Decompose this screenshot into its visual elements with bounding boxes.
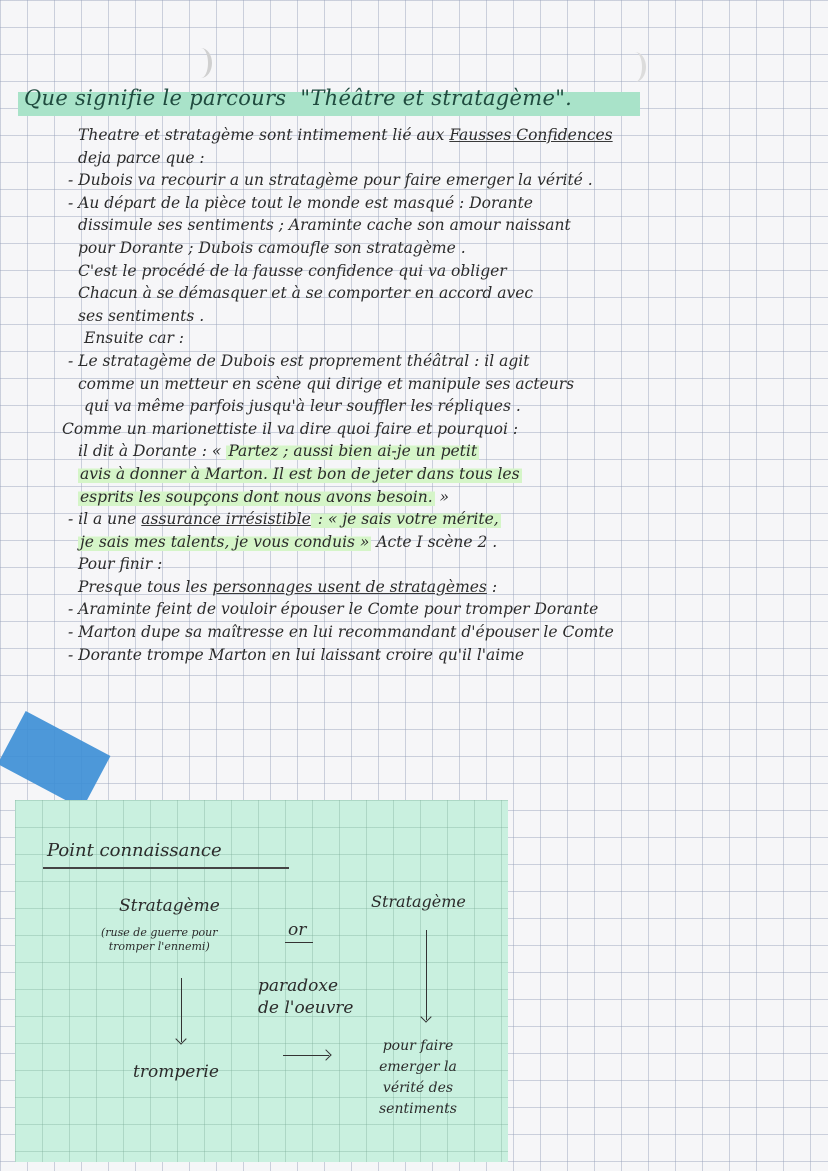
paradoxe-line-2: de l'oeuvre	[258, 998, 354, 1018]
note-line-text: - Dorante trompe Marton en lui laissant croire qu'il l'aime	[68, 645, 525, 664]
note-line-underline: Fausses Confidences	[449, 126, 613, 144]
blue-tape	[0, 711, 110, 809]
or-label: or	[288, 920, 307, 940]
note-line	[68, 282, 818, 305]
note-line-text-after: Acte I scène 2 .	[371, 532, 498, 551]
note-line-text: - Le stratagème de Dubois est proprement théâtral : il agit	[68, 351, 530, 370]
note-line-text: comme un metteur en scène qui dirige et manipule ses acteurs	[78, 374, 575, 393]
note-line	[68, 327, 818, 350]
note-line	[68, 463, 818, 486]
note-line-text: - Marton dupe sa maîtresse en lui recommandant d'épouser le Comte	[68, 623, 614, 642]
down-arrow-left	[181, 978, 182, 1042]
ruse-definition	[101, 926, 218, 954]
box-title: Point connaissance	[47, 840, 222, 861]
note-line-text: C'est le procédé de la fausse confidence qui va obliger	[78, 261, 507, 280]
note-line-text: Chacun à se démasquer et à se comporter en accord avec	[78, 284, 534, 303]
stratageme-left-label: Stratagème	[119, 896, 220, 916]
note-line	[62, 418, 818, 441]
ruse-line-2: tromper l'ennemi)	[108, 940, 210, 953]
point-connaissance-box	[15, 800, 508, 1162]
note-line	[68, 147, 818, 170]
note-line-text: qui va même parfois jusqu'à leur souffler les répliques .	[84, 397, 521, 416]
note-line-text: Presque tous les	[78, 577, 213, 596]
note-line-text: Ensuite car :	[84, 329, 185, 348]
note-line	[68, 169, 818, 192]
note-line	[68, 237, 818, 260]
note-line-text: - Araminte feint de vouloir épouser le Comte pour tromper Dorante	[68, 600, 599, 619]
note-line-text: dissimule ses sentiments ; Araminte cache son amour naissant	[78, 216, 571, 235]
page-title	[24, 86, 572, 110]
note-line	[68, 598, 818, 621]
note-line	[68, 373, 818, 396]
note-line-text: - Au départ de la pièce tout le monde est masqué : Dorante	[68, 193, 533, 212]
pour-faire-label	[379, 1036, 457, 1120]
note-line-text-after: »	[434, 487, 450, 506]
paradoxe-label	[258, 975, 354, 1019]
note-line	[68, 305, 818, 328]
ruse-line-1: (ruse de guerre pour	[101, 926, 218, 939]
pour-line-2: emerger la	[379, 1059, 457, 1075]
down-arrow-right	[426, 930, 427, 1020]
note-line	[68, 644, 818, 667]
note-line	[68, 395, 818, 418]
pour-line-4: sentiments	[379, 1101, 457, 1117]
note-line	[68, 531, 818, 554]
box-title-underline	[43, 867, 289, 869]
notes-body	[62, 124, 818, 666]
binder-hole-right	[624, 52, 646, 82]
binder-hole-left	[190, 48, 212, 78]
note-line-text-after: : « je sais votre mérite,	[312, 510, 499, 529]
note-line	[68, 553, 818, 576]
right-arrow	[283, 1055, 329, 1056]
note-line	[68, 214, 818, 237]
pour-line-3: vérité des	[382, 1080, 454, 1096]
note-line	[68, 350, 818, 373]
tromperie-label: tromperie	[133, 1062, 219, 1082]
pour-line-1: pour faire	[382, 1038, 454, 1054]
note-line	[68, 440, 818, 463]
stratageme-right-label: Stratagème	[371, 892, 466, 911]
note-line	[68, 486, 818, 509]
note-line-highlight: Partez ; aussi bien ai-je un petit	[228, 442, 478, 461]
note-line-text: il dit à Dorante : «	[78, 442, 227, 461]
note-line	[68, 260, 818, 283]
note-line-text-after: :	[486, 577, 498, 596]
title-text: Que signifie le parcours	[24, 86, 287, 110]
note-line-text: Theatre et stratagème sont intimement lié aux	[78, 126, 450, 144]
note-line-text: Pour finir :	[78, 555, 163, 574]
note-line	[68, 621, 818, 644]
note-line	[68, 192, 818, 215]
note-line-underline: assurance irrésistible	[141, 510, 311, 529]
note-line-text: - Dubois va recourir a un stratagème pour faire emerger la vérité .	[68, 171, 593, 190]
note-line-text: ses sentiments .	[78, 306, 205, 325]
note-line-text: deja parce que :	[78, 148, 205, 167]
note-line	[68, 124, 818, 147]
note-line-highlight: esprits les soupçons dont nous avons besoin.	[80, 487, 433, 506]
title-quote: "Théâtre et stratagème".	[300, 86, 573, 110]
note-line-highlight: avis à donner à Marton. Il est bon de jeter dans tous les	[80, 464, 520, 483]
note-line-text: pour Dorante ; Dubois camoufle son stratagème .	[78, 238, 466, 257]
note-line	[68, 508, 818, 531]
note-line-text: - il a une	[68, 510, 142, 529]
note-line	[68, 576, 818, 599]
note-line-text: Comme un marionettiste il va dire quoi faire et pourquoi :	[62, 419, 519, 438]
note-line-underline: personnages usent de stratagèmes	[212, 577, 487, 596]
or-underline	[285, 942, 313, 943]
paradoxe-line-1: paradoxe	[258, 976, 339, 996]
note-line-highlight: je sais mes talents, je vous conduis »	[80, 532, 370, 551]
